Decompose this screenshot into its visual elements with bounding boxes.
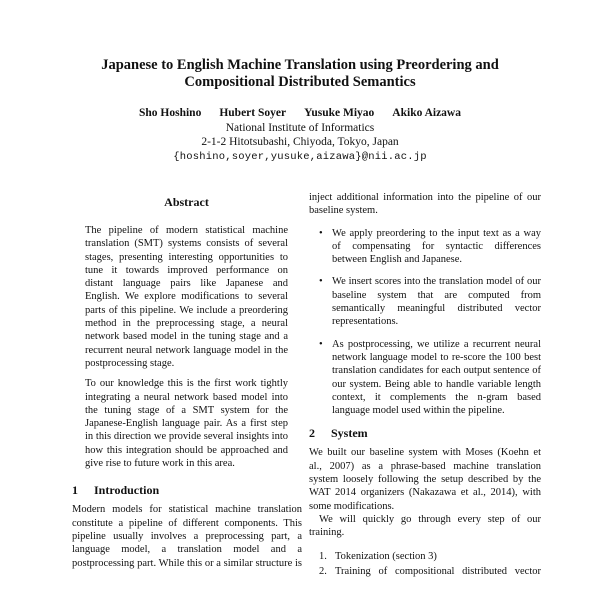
- abstract-section: [72, 195, 302, 470]
- bullet-item: • We apply preordering to the input text as a way of compensating for syntactic differences between English and Japanese.: [319, 227, 541, 267]
- section-heading-introduction: [72, 483, 302, 497]
- section-number: 2: [309, 426, 315, 441]
- step-text: Training of compositional distributed vector: [335, 566, 541, 578]
- bullet-item: • As postprocessing, we utilize a recurrent neural network language model to re-score the 100 best translation candidates for each output sentence of our system. Being able to handle variable length context, it complements the n-gram based language model used within the pipeline.: [319, 338, 541, 418]
- section-number: 1: [72, 483, 78, 498]
- abstract-paragraph-2: To our knowledge this is the first work tightly integrating a neural network based model into the tuning stage of a SMT system for the Japanese-English language pair. As a first step in this direction we provide several insights into how this integration should be approached and give rise to future work in this area.: [85, 378, 288, 470]
- abstract-paragraph-1: The pipeline of modern statistical machine translation (SMT) systems consists of several stages, presenting interesting opportunities to tune it towards improved performance on distant language pairs like Japanese and English. We explore modifications to several parts of this pipeline. We include a preordering method in the preprocessing stage, a neural network based model in the tuning stage and a recurrent neural network language model in the postprocessing stage.: [85, 225, 288, 369]
- system-paragraph-1: We built our baseline system with Moses (Koehn et al., 2007) as a phrase-based machine translation system loosely following the setup described by the WAT 2014 organizers (Nakazawa et al., 2014), with some modifications.: [309, 447, 541, 512]
- address: 2-1-2 Hitotsubashi, Chiyoda, Tokyo, Japan: [201, 135, 399, 148]
- abstract-heading: Abstract: [164, 195, 209, 209]
- author-name: Sho Hoshino: [139, 107, 202, 119]
- step-number: 1.: [319, 550, 327, 562]
- affiliation: National Institute of Informatics: [225, 122, 375, 134]
- authors-line: [0, 107, 600, 120]
- bullet-item: • We insert scores into the translation model of our baseline system that are computed from semantically meaningful distributed vector representations.: [319, 275, 541, 328]
- continuation-paragraph: inject additional information into the pipeline of our baseline system.: [309, 192, 541, 217]
- step-number: 2.: [319, 566, 327, 578]
- author-name: Yusuke Miyao: [304, 107, 375, 119]
- introduction-paragraph: Modern models for statistical machine translation constitute a pipeline of different components. This pipeline usually involves a preprocessing part, a language model, a translation model and a postprocessing part. While this or a similar structure is: [72, 504, 302, 569]
- paper-title: Japanese to English Machine Translation using Preordering and Compositional Distributed Semantics: [101, 57, 499, 90]
- left-column: [72, 193, 302, 570]
- author-name: Hubert Soyer: [219, 107, 287, 119]
- step-text: Tokenization (section 3): [335, 550, 437, 562]
- contribution-bullet-list: [319, 227, 541, 418]
- email-address: {hoshino,soyer,yusuke,aizawa}@nii.ac.jp: [173, 150, 427, 163]
- right-column: [309, 191, 541, 581]
- system-paragraph-2: We will quickly go through every step of our training.: [309, 513, 541, 539]
- step-item: [319, 565, 541, 578]
- training-step-list: [319, 550, 541, 579]
- section-title: Introduction: [94, 483, 160, 498]
- author-name: Akiko Aizawa: [392, 107, 461, 119]
- section-title: System: [331, 426, 368, 441]
- section-heading-system: [309, 426, 541, 440]
- paper-header: [0, 57, 600, 164]
- step-item: [319, 550, 541, 563]
